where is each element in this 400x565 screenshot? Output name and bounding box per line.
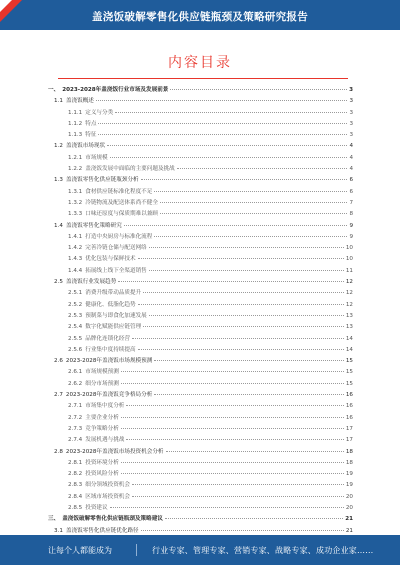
toc-entry-number: 2.6.1 — [68, 369, 83, 376]
footer-separator — [136, 544, 137, 556]
toc-entry-title: 发展机遇与挑战 — [85, 437, 125, 444]
toc-entry-number: 2.8.1 — [68, 459, 83, 466]
toc-dot-leader — [110, 507, 344, 508]
toc-entry-number: 1.3.1 — [68, 188, 83, 195]
toc-entry-number: 1.4.1 — [68, 233, 83, 240]
toc-dot-leader — [177, 168, 348, 169]
toc-entry-title: 盖浇饭概述 — [65, 98, 94, 105]
toc-page-number: 17 — [345, 437, 353, 444]
toc-dot-leader — [121, 417, 344, 418]
toc-entry-number: 2.5.3 — [68, 312, 83, 319]
toc-entry-number: 2.7.4 — [68, 437, 83, 444]
toc-dot-leader — [126, 439, 343, 440]
toc-entry-title: 拓展线上线下全渠道销售 — [85, 267, 147, 274]
toc-entry[interactable] — [48, 96, 353, 107]
toc-page-number: 14 — [345, 346, 353, 353]
toc-page-number: 18 — [345, 459, 353, 466]
toc-page-number: 3 — [349, 132, 353, 139]
toc-entry-number: 一、 — [48, 87, 60, 93]
toc-dot-leader — [170, 89, 347, 90]
toc-entry-title: 2023-2028年盖浇饭行业市场及发展前景 — [62, 87, 169, 93]
toc-entry[interactable] — [48, 435, 353, 446]
toc-entry[interactable] — [48, 119, 353, 130]
toc-dot-leader — [165, 518, 343, 519]
toc-entry-title: 冷链物流及配送体系尚不健全 — [85, 199, 158, 206]
toc-page-number: 6 — [349, 188, 353, 195]
toc-entry-title: 消费升级带动品质提升 — [85, 290, 142, 297]
toc-entry[interactable] — [48, 356, 353, 367]
toc-heading: 内容目录 — [168, 55, 232, 71]
toc-entry-title: 盖浇饭零售化供应链瓶颈分析 — [65, 177, 139, 184]
toc-entry-number: 1.4 — [54, 222, 63, 229]
toc-dot-leader — [98, 134, 347, 135]
toc-entry-title: 品牌化连锁化经营 — [85, 335, 130, 342]
toc-dot-leader — [121, 428, 344, 429]
toc-entry[interactable] — [48, 141, 353, 152]
toc-entry-number: 2.5.4 — [68, 324, 83, 331]
toc-entry-title: 打造中央厨房与标准化流程 — [85, 233, 153, 240]
toc-entry-number: 2.6 — [54, 358, 63, 365]
toc-entry-title: 盖浇饭发展中面临的主要问题及挑战 — [85, 166, 175, 173]
toc-entry-title: 盖浇饭零售化策略研究 — [65, 222, 122, 229]
toc-entry[interactable] — [48, 164, 353, 175]
toc-divider — [58, 78, 348, 79]
toc-page-number: 10 — [345, 256, 353, 263]
toc-entry-title: 数字化赋能供应链管理 — [85, 324, 142, 331]
toc-page-number: 11 — [345, 267, 353, 274]
page-footer — [0, 535, 400, 565]
toc-page-number: 15 — [345, 358, 353, 365]
toc-entry-number: 2.8 — [54, 448, 63, 455]
toc-page-number: 21 — [345, 527, 353, 534]
toc-entry[interactable] — [48, 221, 353, 232]
toc-entry[interactable] — [48, 130, 353, 141]
footer-slogan-right: 行业专家、管理专家、营销专家、战略专家、成功企业家…… — [152, 546, 374, 555]
toc-dot-leader — [132, 484, 344, 485]
toc-entry-title: 竞争策略分析 — [85, 425, 119, 432]
footer-slogan-left: 让每个人都能成为 — [48, 546, 112, 555]
toc-entry-number: 2.8.2 — [68, 471, 83, 478]
toc-dot-leader — [98, 123, 347, 124]
toc-entry-number: 2.6.2 — [68, 380, 83, 387]
toc-entry-title: 区域市场投资机会 — [85, 493, 130, 500]
toc-entry[interactable] — [48, 480, 353, 491]
toc-entry-number: 1.2.2 — [68, 166, 83, 173]
toc-entry-number: 1.3.2 — [68, 199, 83, 206]
toc-entry-number: 2.7.2 — [68, 414, 83, 421]
toc-page-number: 9 — [349, 233, 353, 240]
toc-page-number: 12 — [345, 290, 353, 297]
toc-dot-leader — [118, 281, 344, 282]
toc-entry[interactable] — [48, 492, 353, 503]
toc-entry[interactable] — [48, 198, 353, 209]
page-header — [0, 0, 400, 30]
toc-entry-title: 口味还原度与保质期难以兼顾 — [85, 211, 158, 218]
toc-entry-title: 细分市场预测 — [85, 380, 119, 387]
toc-entry[interactable] — [48, 254, 353, 265]
toc-page-number: 13 — [345, 312, 353, 319]
toc-entry[interactable] — [48, 334, 353, 345]
toc-dot-leader — [143, 292, 344, 293]
toc-dot-leader — [141, 179, 348, 180]
toc-entry-title: 食材供应链标准化程度不足 — [85, 188, 153, 195]
toc-page-number: 3 — [349, 87, 353, 93]
toc-entry-number: 2.5.2 — [68, 301, 83, 308]
toc-page-number: 21 — [345, 516, 353, 523]
toc-page-number: 7 — [349, 199, 353, 206]
toc-entry-number: 2.8.4 — [68, 493, 83, 500]
toc-entry-number: 2.5.1 — [68, 290, 83, 297]
toc-entry[interactable] — [48, 277, 353, 288]
toc-entry[interactable] — [48, 175, 353, 186]
toc-page-number: 16 — [345, 392, 353, 399]
toc-page-number: 12 — [345, 279, 353, 286]
toc-dot-leader — [166, 451, 344, 452]
toc-entry-title: 行业集中度持续提高 — [85, 346, 136, 353]
toc-dot-leader — [126, 405, 343, 406]
toc-entry-title: 特点 — [85, 120, 97, 127]
toc-page-number: 12 — [345, 301, 353, 308]
report-title: 盖浇饭破解零售化供应链瓶颈及策略研究报告 — [92, 11, 308, 23]
toc-dot-leader — [121, 383, 344, 384]
toc-entry-title: 市场集中度分析 — [85, 403, 125, 410]
toc-entry[interactable] — [48, 232, 353, 243]
toc-entry-title: 2023-2028年盖浇饭竞争格局分析 — [65, 392, 153, 399]
toc-entry-number: 2.5.5 — [68, 335, 83, 342]
toc-dot-leader — [138, 304, 344, 305]
toc-page-number: 18 — [345, 448, 353, 455]
toc-page-number: 3 — [349, 120, 353, 127]
toc-entry-number: 1.3 — [54, 177, 63, 184]
toc-entry-title: 盖浇饭市场现状 — [65, 143, 106, 150]
toc-page-number: 19 — [345, 482, 353, 489]
toc-dot-leader — [132, 338, 344, 339]
toc-page-number: 4 — [349, 166, 353, 173]
toc-entry[interactable] — [48, 367, 353, 378]
toc-entry-title: 盖浇饭行业发展趋势 — [65, 279, 117, 286]
toc-dot-leader — [121, 462, 344, 463]
toc-dot-leader — [149, 270, 344, 271]
toc-page-number: 3 — [349, 98, 353, 105]
toc-entry-number: 1.4.3 — [68, 256, 83, 263]
toc-entry[interactable] — [48, 209, 353, 220]
toc-entry-number: 2.7.1 — [68, 403, 83, 410]
toc-dot-leader — [121, 473, 344, 474]
toc-page-number: 9 — [349, 222, 353, 229]
toc-entry[interactable] — [48, 153, 353, 164]
toc-dot-leader — [138, 349, 344, 350]
toc-entry-number: 1.1.1 — [68, 109, 83, 116]
toc-entry[interactable] — [48, 345, 353, 356]
toc-dot-leader — [132, 496, 344, 497]
toc-entry-number: 1.1 — [54, 98, 63, 105]
toc-dot-leader — [154, 394, 344, 395]
toc-page-number: 16 — [345, 403, 353, 410]
toc-entry-number: 1.1.2 — [68, 120, 83, 127]
toc-entry-title: 细分领域投资机会 — [85, 482, 130, 489]
toc-entry-title: 盖浇饭零售化供应链优化路径 — [65, 527, 139, 534]
toc-page-number: 15 — [345, 369, 353, 376]
toc-entry-title: 主要企业分析 — [85, 414, 119, 421]
toc-entry-number: 2.8.3 — [68, 482, 83, 489]
toc-entry[interactable] — [48, 458, 353, 469]
toc-entry[interactable] — [48, 243, 353, 254]
toc-dot-leader — [107, 145, 347, 146]
toc-entry-number: 2.5 — [54, 279, 63, 286]
toc-entry[interactable] — [48, 469, 353, 480]
toc-dot-leader — [124, 225, 348, 226]
toc-entry-title: 投资风险分析 — [85, 471, 119, 478]
toc-entry-number: 三、 — [48, 516, 60, 523]
toc-entry[interactable] — [48, 322, 353, 333]
toc-dot-leader — [138, 258, 344, 259]
toc-entry[interactable] — [48, 108, 353, 119]
toc-entry-title: 定义与分类 — [85, 109, 114, 116]
toc-page-number: 13 — [345, 324, 353, 331]
toc-page-number: 19 — [345, 471, 353, 478]
toc-entry-title: 市场规模 — [85, 154, 108, 161]
toc-page-number: 10 — [345, 245, 353, 252]
toc-entry-number: 1.2.1 — [68, 154, 83, 161]
toc-dot-leader — [154, 191, 347, 192]
toc-dot-leader — [149, 247, 344, 248]
toc-entry-number: 3.1 — [54, 527, 63, 534]
toc-page-number: 20 — [345, 493, 353, 500]
toc-dot-leader — [143, 326, 344, 327]
toc-entry-title: 盖浇饭破解零售化供应链瓶颈及策略建议 — [62, 516, 163, 523]
toc-dot-leader — [115, 112, 347, 113]
toc-entry-title: 市场规模预测 — [85, 369, 119, 376]
toc-dot-leader — [141, 530, 344, 531]
toc-entry-title: 投资建议 — [85, 504, 108, 511]
toc-page-number: 8 — [349, 211, 353, 218]
toc-entry-number: 1.3.3 — [68, 211, 83, 218]
toc-page-number: 14 — [345, 335, 353, 342]
toc-entry[interactable] — [48, 187, 353, 198]
toc-page-number: 15 — [345, 380, 353, 387]
toc-entry-number: 2.5.6 — [68, 346, 83, 353]
toc-entry[interactable] — [48, 300, 353, 311]
toc-dot-leader — [160, 213, 347, 214]
toc-entry-number: 1.2 — [54, 143, 63, 150]
toc-entry[interactable] — [48, 424, 353, 435]
toc-entry-number: 1.4.4 — [68, 267, 83, 274]
toc-list — [48, 85, 353, 537]
toc-entry[interactable] — [48, 85, 353, 96]
toc-dot-leader — [154, 360, 344, 361]
toc-entry[interactable] — [48, 390, 353, 401]
toc-dot-leader — [110, 157, 348, 158]
toc-dot-leader — [160, 202, 347, 203]
toc-entry[interactable] — [48, 514, 353, 525]
toc-entry[interactable] — [48, 288, 353, 299]
toc-entry-title: 2023-2028年盖浇饭市场投资机会分析 — [65, 448, 164, 455]
toc-entry-title: 投资环境分析 — [85, 459, 119, 466]
toc-page-number: 17 — [345, 425, 353, 432]
toc-entry[interactable] — [48, 447, 353, 458]
toc-entry[interactable] — [48, 266, 353, 277]
toc-entry-title: 特征 — [85, 132, 97, 139]
toc-entry-number: 2.8.5 — [68, 504, 83, 511]
toc-dot-leader — [149, 315, 344, 316]
toc-page-number: 4 — [349, 143, 353, 150]
toc-entry[interactable] — [48, 379, 353, 390]
toc-entry-number: 1.1.3 — [68, 132, 83, 139]
toc-entry[interactable] — [48, 311, 353, 322]
toc-entry[interactable] — [48, 503, 353, 514]
toc-entry-title: 健康化、低脂化趋势 — [85, 301, 136, 308]
toc-page-number: 20 — [345, 504, 353, 511]
toc-entry[interactable] — [48, 413, 353, 424]
toc-entry-number: 2.7 — [54, 392, 63, 399]
toc-dot-leader — [96, 100, 348, 101]
toc-entry-number: 2.7.3 — [68, 425, 83, 432]
toc-page-number: 4 — [349, 154, 353, 161]
toc-entry-title: 优化包装与保鲜技术 — [85, 256, 136, 263]
toc-entry-title: 预制菜与即食化加速发展 — [85, 312, 147, 319]
toc-page-number: 3 — [349, 109, 353, 116]
toc-entry-title: 2023-2028年盖浇饭市场规模预测 — [65, 358, 153, 365]
toc-page-number: 16 — [345, 414, 353, 421]
toc-entry[interactable] — [48, 401, 353, 412]
toc-dot-leader — [154, 236, 347, 237]
toc-entry-title: 完善冷链仓储与配送网络 — [85, 245, 147, 252]
toc-page-number: 6 — [349, 177, 353, 184]
toc-entry-number: 1.4.2 — [68, 245, 83, 252]
toc-dot-leader — [121, 371, 344, 372]
